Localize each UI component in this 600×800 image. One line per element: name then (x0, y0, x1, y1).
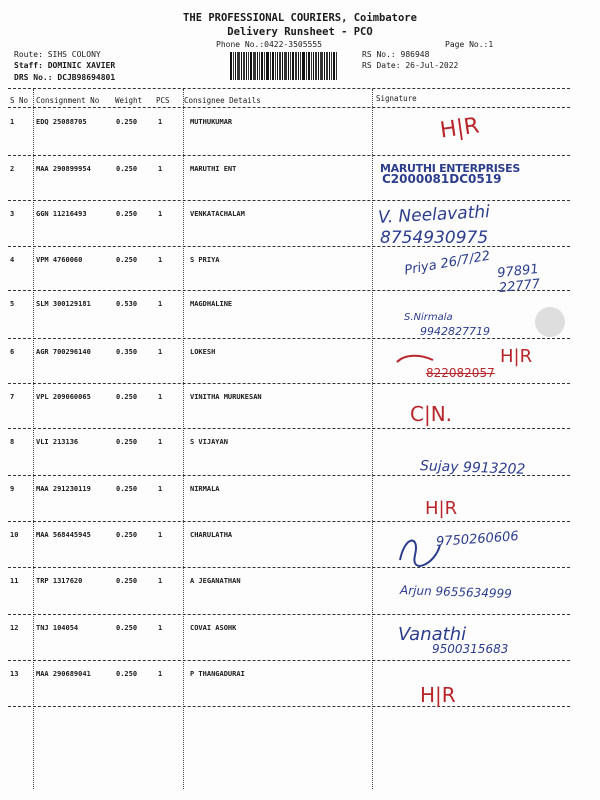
row-pcs: 1 (158, 256, 163, 264)
barcode (230, 52, 358, 80)
row-weight: 0.250 (116, 531, 138, 539)
route-label: Route: SIHS COLONY (14, 50, 101, 59)
row-sno: 8 (10, 438, 15, 446)
row-consignee: MAGDHALINE (190, 300, 233, 308)
col-sno: S No (10, 96, 29, 105)
row-sno: 11 (10, 577, 19, 585)
row-weight: 0.250 (116, 577, 138, 585)
row-divider (8, 428, 570, 429)
row-divider (8, 706, 570, 707)
signature-13: H|R (420, 683, 456, 707)
row-pcs: 1 (158, 577, 163, 585)
row-pcs: 1 (158, 393, 163, 401)
row-divider (8, 338, 570, 339)
row-sno: 1 (10, 118, 15, 126)
row-consignment-no: VLI 213136 (36, 438, 79, 446)
col-divider (33, 89, 34, 789)
row-pcs: 1 (158, 210, 163, 218)
row-weight: 0.250 (116, 256, 138, 264)
row-consignment-no: VPL 209060065 (36, 393, 91, 401)
col-consignment: Consignment No (36, 96, 100, 105)
row-consignee: LOKESH (190, 348, 216, 356)
signature-4: Priya 26/7/22 (403, 248, 492, 279)
col-consignee: Consignee Details (184, 96, 261, 105)
row-consignment-no: GGN 11216493 (36, 210, 87, 218)
header-rule-top (8, 88, 570, 89)
signature-9: H|R (425, 498, 458, 519)
signature-strike (395, 350, 435, 370)
row-consignee: VENKATACHALAM (190, 210, 245, 218)
row-sno: 3 (10, 210, 15, 218)
row-consignee: S VIJAYAN (190, 438, 228, 446)
signature-4-phone: 97891 22777 (496, 261, 541, 297)
row-weight: 0.250 (116, 393, 138, 401)
col-pcs: PCS (156, 96, 170, 105)
row-divider (8, 383, 570, 384)
row-pcs: 1 (158, 438, 163, 446)
signature-3-phone: 8754930975 (380, 228, 489, 248)
row-divider (8, 200, 570, 201)
signature-7: C|N. (410, 402, 453, 426)
row-consignment-no: MAA 568445945 (36, 531, 91, 539)
row-consignment-no: SLM 300129181 (36, 300, 91, 308)
row-divider (8, 290, 570, 291)
row-consignee: P THANGADURAI (190, 670, 245, 678)
signature-12: Vanathi (398, 624, 467, 645)
col-weight: Weight (115, 96, 143, 105)
row-weight: 0.250 (116, 165, 138, 173)
signature-12-phone: 9500315683 (432, 642, 509, 656)
col-divider (183, 89, 184, 789)
stamp-2-code: C2000081DC0519 (382, 172, 502, 186)
row-pcs: 1 (158, 531, 163, 539)
row-consignment-no: AGR 700296140 (36, 348, 91, 356)
row-weight: 0.530 (116, 300, 138, 308)
signature-8: Sujay 9913202 (419, 458, 526, 478)
drs-number: DRS No.: DCJB98694801 (14, 73, 116, 82)
page-number: Page No.:1 (445, 40, 494, 49)
row-pcs: 1 (158, 624, 163, 632)
row-divider (8, 614, 570, 615)
row-consignee: CHARULATHA (190, 531, 233, 539)
row-consignment-no: MAA 290899954 (36, 165, 91, 173)
row-divider (8, 521, 570, 522)
signature-3: V. Neelavathi (377, 202, 491, 228)
row-consignment-no: TNJ 104054 (36, 624, 79, 632)
row-sno: 2 (10, 165, 15, 173)
rs-number: RS No.: 986948 (362, 50, 430, 59)
row-sno: 5 (10, 300, 15, 308)
signature-5: S.Nirmala (404, 312, 453, 323)
row-divider (8, 567, 570, 568)
row-sno: 12 (10, 624, 19, 632)
row-consignee: MARUTHI ENT (190, 165, 237, 173)
staff-label: Staff: DOMINIC XAVIER (14, 61, 116, 70)
signature-squiggle (395, 530, 445, 570)
signature-6: H|R (500, 346, 533, 367)
stamp-2: MARUTHI ENTERPRISES (380, 162, 520, 175)
row-consignee: MUTHUKUMAR (190, 118, 233, 126)
row-consignment-no: EDQ 25088705 (36, 118, 87, 126)
row-weight: 0.250 (116, 438, 138, 446)
row-pcs: 1 (158, 165, 163, 173)
signature-5-phone: 9942827719 (420, 325, 490, 338)
row-consignee: S PRIYA (190, 256, 220, 264)
row-consignee: VINITHA MURUKESAN (190, 393, 262, 401)
row-weight: 0.250 (116, 118, 138, 126)
row-weight: 0.250 (116, 485, 138, 493)
row-weight: 0.250 (116, 670, 138, 678)
row-consignment-no: MAA 290689041 (36, 670, 91, 678)
row-consignee: A JEGANATHAN (190, 577, 241, 585)
signature-smudge (528, 302, 573, 342)
row-consignment-no: VPM 4760060 (36, 256, 83, 264)
rs-date: RS Date: 26-Jul-2022 (362, 61, 459, 70)
signature-11: Arjun 9655634999 (399, 583, 513, 601)
row-pcs: 1 (158, 300, 163, 308)
signature-6-phone: 822082057 (426, 366, 495, 380)
phone-number: Phone No.:0422-3505555 (216, 40, 322, 49)
signature-1: H|R (438, 113, 481, 144)
row-sno: 9 (10, 485, 15, 493)
row-sno: 4 (10, 256, 15, 264)
header-rule-bottom (8, 107, 570, 108)
row-pcs: 1 (158, 348, 163, 356)
row-pcs: 1 (158, 485, 163, 493)
row-weight: 0.250 (116, 624, 138, 632)
row-pcs: 1 (158, 118, 163, 126)
row-divider (8, 155, 570, 156)
row-sno: 13 (10, 670, 19, 678)
row-sno: 6 (10, 348, 15, 356)
row-consignee: COVAI ASOHK (190, 624, 237, 632)
signature-10: 9750260606 (435, 529, 520, 550)
row-weight: 0.250 (116, 210, 138, 218)
row-pcs: 1 (158, 670, 163, 678)
row-consignment-no: TRP 1317620 (36, 577, 83, 585)
col-signature: Signature (376, 94, 417, 103)
row-sno: 7 (10, 393, 15, 401)
row-sno: 10 (10, 531, 19, 539)
runsheet-subtitle: Delivery Runsheet - PCO (227, 26, 373, 38)
row-divider (8, 660, 570, 661)
row-weight: 0.350 (116, 348, 138, 356)
col-divider (372, 89, 373, 789)
row-consignee: NIRMALA (190, 485, 220, 493)
company-title: THE PROFESSIONAL COURIERS, Coimbatore (183, 12, 417, 24)
row-consignment-no: MAA 291230119 (36, 485, 91, 493)
